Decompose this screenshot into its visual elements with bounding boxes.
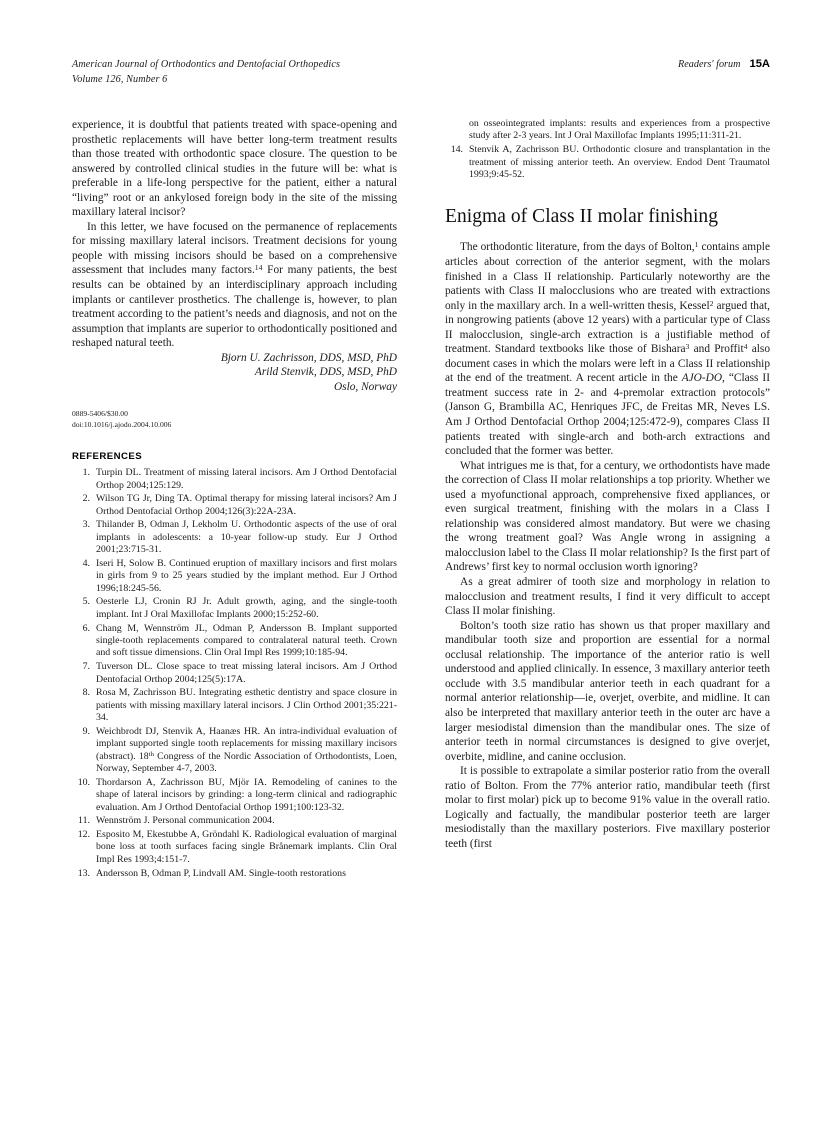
reference-item	[72, 519, 397, 556]
left-column	[72, 118, 397, 881]
reference-text: Stenvik A, Zachrisson BU. Orthodontic closure and transplantation in the treatment of missing anterior teeth. An overview. Endod Dent Traumatol 1993;9:45-52.	[469, 144, 770, 180]
reference-text: Rosa M, Zachrisson BU. Integrating esthetic dentistry and space closure in patients with missing maxillary lateral incisors. J Clin Orthod 2001;35:221-34.	[96, 687, 397, 724]
reference-text-pre: Weichbrodt DJ, Stenvik A, Haanæs HR. An intra-individual evaluation of implant supported single tooth replacements for missing maxillary incisors (abstract). 18	[96, 725, 397, 762]
doi-line: doi:10.1016/j.ajodo.2004.10.006	[72, 419, 172, 429]
two-column-layout	[72, 118, 770, 881]
running-head-right	[678, 58, 770, 70]
reference-item	[72, 777, 397, 814]
reference-item	[72, 467, 397, 492]
author-name-1: Bjorn U. Zachrisson, DDS, MSD, PhD	[220, 351, 397, 364]
reference-text: Chang M, Wennström JL, Odman P, Andersson B. Implant supported single-tooth replacements compared to contralateral natural teeth. Crown and soft tissue dimensions. Clin Oral Impl Res 1999;10:185-94.	[96, 622, 397, 659]
paragraph-text-pre: In this letter, we have focused on the permanence of replacements for missing maxillary lateral incisors. Treatment decisions for young people with missing incisors should be based on a comprehensive assessment that includes many factors.	[72, 220, 397, 277]
paragraph-posterior-ratio: It is possible to extrapolate a similar posterior ratio from the overall ratio of Bolton. From the 77% anterior ratio, mandibular teeth (first molar to first molar) pick up to become 91% value in the overall ratio. Logically and factually, the mandibular posterior teeth are larger mesiodistally than the maxillary posteriors. Five maxillary posterior teeth (first	[445, 765, 770, 850]
paragraph-what-intrigues-me: What intrigues me is that, for a century, we orthodontists have made the correction of Class II molar relationships a top priority. Whether we used a myofunctional approach, comprehensive fixed appliances, or even surgical treatment, finishing with the molars in a Class I relationship was considered almost mandatory. But were we chasing the wrong treatment goal? Was Angle wrong in assigning a malocclusion label to the Class II molar relationship? Is the first part of Andrews’ first key to normal occlusion worth ignoring?	[445, 459, 770, 574]
paragraph-bolton-ratio: Bolton’s tooth size ratio has shown us that proper maxillary and mandibular tooth size and proportion are essential for a normal occlusal relationship. The importance of the anterior ratio is well understood and applied clinically. In essence, 3 maxillary anterior teeth occlude with 3.5 mandibular anterior teeth in each quadrant for a normal anterior relationship—ie, overjet, overbite, and midline. It can also be interpreted that maxillary anterior teeth in the outer arc have a larger mesiodistal dimension than the mandibular ones. The size of anterior teeth in normal circumstances is designed to give overjet, overbite, midline, and canine occlusion.	[445, 619, 770, 763]
paragraph-continuation: experience, it is doubtful that patients treated with space-opening and prosthetic replacements will have better long-term treatment results than those treated with orthodontic space closure. The question to be answered by controlled clinical studies in the future will be: what is preferable in a life-long perspective for the patient, either a natural “living” root or an ankylosed foreign body in the site of the missing maxillary lateral incisor?	[72, 119, 397, 219]
reference-number: 3.	[82, 519, 90, 531]
text-segment-b: contains ample articles about correction of the anterior segment, with the molars finished in a Class II relationship. Particularly noteworthy are the patients with Class II malocclusions who are treated with extractions only in the maxillary arch. In a well-written thesis, Kessel	[445, 241, 770, 312]
reference-number: 1.	[82, 467, 90, 479]
reference-item	[72, 623, 397, 660]
reference-text: Esposito M, Ekestubbe A, Gröndahl K. Radiological evaluation of marginal bone loss at tooth surfaces facing single Brånemark implants. Clin Oral Impl Res 1993;4:151-7.	[96, 828, 397, 865]
reference-number: 11.	[78, 815, 90, 827]
text-segment-d: and Proffit	[689, 343, 744, 356]
paragraph-text-post: For many patients, the best results can be obtained by an interdisciplinary approach including implants or cantilever prosthetics. The challenge is, however, to plan treatment according to the patient’s needs and diagnosis, and not on the assumption that implants are superior to orthodontically positioned and reshaped natural teeth.	[72, 264, 398, 350]
journal-name: American Journal of Orthodontics and Dentofacial Orthopedics	[72, 59, 341, 70]
reference-marker-1: 1	[694, 240, 699, 250]
reference-marker-2: 2	[709, 298, 714, 308]
running-head	[72, 58, 770, 87]
reference-number: 6.	[82, 622, 90, 634]
reference-item-continuation	[445, 118, 770, 143]
issn-price-line: 0889-5406/$30.00	[72, 409, 128, 419]
text-segment-f: , “Class II treatment success rate in 2- and 4-premolar extraction protocols” (Janson G, Brambilla AC, Henriques JFC, de Freitas MR, Neves LS. Am J Orthod Dentofacial Orthop 2004;125:472-9), compares Class II patients treated with single-arch and both-arch extractions and concluded that the former was better.	[445, 372, 770, 458]
reference-item	[72, 661, 397, 686]
reference-item	[72, 868, 397, 880]
reference-text: Iseri H, Solow B. Continued eruption of maxillary incisors and first molars in girls from 9 to 25 years studied by the implant method. Eur J Orthod 1996;18:245-56.	[96, 557, 397, 594]
imprint-block	[72, 409, 397, 430]
reference-number: 9.	[82, 725, 90, 737]
right-column	[445, 118, 770, 881]
reference-text: Andersson B, Odman P, Lindvall AM. Single-tooth restorations	[96, 867, 346, 879]
reference-item	[72, 815, 397, 827]
author-signature-block	[72, 351, 397, 395]
reference-text: Thilander B, Odman J, Lekholm U. Orthodontic aspects of the use of oral implants in adolescents: a 10-year follow-up study. Eur J Orthod 2001;23:715-31.	[96, 519, 397, 556]
paragraph-great-admirer: As a great admirer of tooth size and morphology in relation to malocclusion and treatment results, I find it very difficult to accept Class II molar finishing.	[445, 576, 770, 618]
paragraph-in-this-letter	[72, 220, 397, 351]
author-name-2: Arild Stenvik, DDS, MSD, PhD	[254, 366, 397, 379]
reference-number: 14.	[450, 144, 463, 156]
reference-number: 10.	[77, 776, 90, 788]
reference-text: Turpin DL. Treatment of missing lateral incisors. Am J Orthod Dentofacial Orthop 2004;125:129.	[96, 467, 397, 491]
text-segment-c: argued that, in nongrowing patients (above 12 years) with a particular type of Class II malocclusion, single-arch extraction is a justifiable method of treatment. Standard textbooks like those of Bishara	[445, 299, 770, 356]
reference-text: Oesterle LJ, Cronin RJ Jr. Adult growth, aging, and the single-tooth implant. Int J Oral Maxillofac Implants 2000;15:252-60.	[96, 596, 397, 620]
article-title: Enigma of Class II molar finishing	[445, 206, 719, 228]
reference-marker-14: 14	[254, 263, 263, 273]
reference-item	[72, 493, 397, 518]
reference-list-left	[72, 467, 397, 880]
reference-text: Tuverson DL. Close space to treat missing lateral incisors. Am J Orthod Dentofacial Orthop 2004;125(5):17A.	[96, 661, 397, 685]
reference-number: 13.	[77, 867, 90, 879]
reference-item	[72, 596, 397, 621]
ordinal-suffix: th	[148, 750, 154, 758]
reference-item	[72, 829, 397, 866]
reference-text: Wennström J. Personal communication 2004.	[96, 815, 275, 827]
reference-text: Thordarson A, Zachrisson BU, Mjör IA. Remodeling of canines to the shape of lateral incisors by grinding: a long-term clinical and radiographic evaluation. Am J Orthod Dentofacial Orthop 1991;100:123-32.	[96, 776, 397, 813]
reference-number: 8.	[82, 687, 90, 699]
reference-number: 2.	[82, 493, 90, 505]
reference-marker-3: 3	[685, 342, 690, 352]
journal-abbreviation: AJO-DO	[681, 372, 723, 385]
reference-text-post: Congress of the Nordic Association of Orthodontists, Loen, Norway, September 4-7, 2003.	[96, 750, 397, 775]
reference-text: Wilson TG Jr, Ding TA. Optimal therapy for missing lateral incisors? Am J Orthod Dentofacial Orthop 2004;126(3):22A-23A.	[96, 493, 397, 517]
reference-marker-4: 4	[743, 342, 748, 352]
journal-volume-issue: Volume 126, Number 6	[72, 73, 168, 85]
reference-number: 7.	[82, 661, 90, 673]
section-name: Readers' forum	[678, 59, 741, 70]
reference-item	[72, 687, 397, 724]
reference-item	[445, 144, 770, 181]
reference-list-right	[445, 118, 770, 181]
author-location: Oslo, Norway	[333, 380, 397, 393]
reference-item	[72, 726, 397, 776]
page-number: 15A	[749, 58, 770, 70]
reference-text: on osseointegrated implants: results and experiences from a prospective study after 2-3 years. Int J Oral Maxillofac Implants 1995;11:311-21.	[469, 118, 770, 142]
text-segment-a: The orthodontic literature, from the days of Bolton,	[460, 241, 695, 254]
paragraph-orthodontic-literature	[445, 240, 770, 458]
text-segment-e: also document cases in which the molars were left in a Class II relationship at the end of the treatment. A recent article in the	[445, 343, 770, 385]
journal-title-block	[72, 58, 340, 87]
reference-number: 12.	[77, 828, 90, 840]
reference-number: 4.	[82, 557, 90, 569]
reference-number: 5.	[82, 596, 90, 608]
references-heading: REFERENCES	[72, 451, 143, 463]
reference-item	[72, 558, 397, 595]
